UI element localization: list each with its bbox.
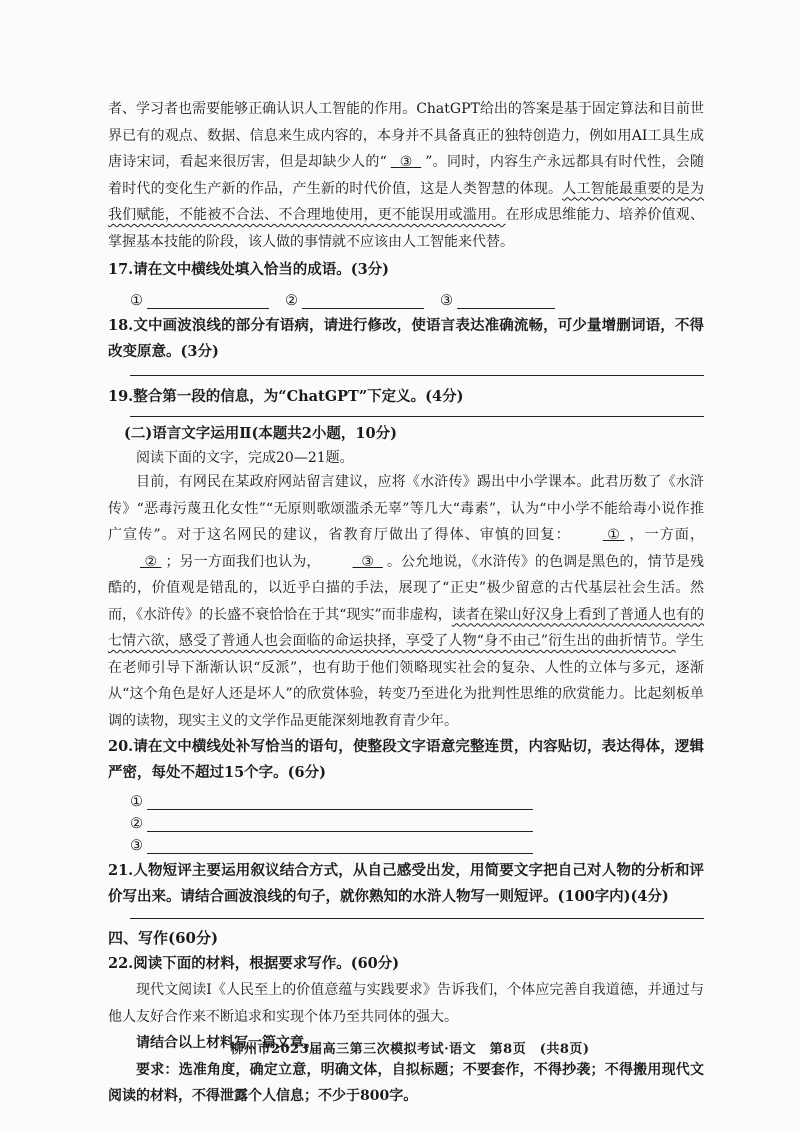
page-footer: 柳州市2023届高三第三次模拟考试·语文 第8页 (共8页) (230, 1042, 590, 1057)
wavy-sentence-1: 人工智能最重要的是为我们赋能，不能被不合法、不合理地使用，更不能误用或滥用。 (108, 180, 705, 223)
writing-requirements: 要求：选准角度，确定立意，明确文体，自拟标题；不要套作，不得抄袭；不得搬用现代文阅读的材料，不得泄露个人信息；不少于800字。 (108, 1061, 704, 1104)
section-2-heading: (二)语言文字运用Ⅱ(本题共2小题，10分) (124, 425, 397, 442)
question-17: 17.请在文中横线处填入恰当的成语。(3分) (108, 261, 390, 278)
question-21: 21.人物短评主要运用叙议结合方式，从自己感受出发，用简要文字把自己对人物的分析和评价写出来。请结合画波浪线的句子，就你熟知的水浒人物写一则短评。(100字内)(4分) (108, 862, 704, 905)
section-4-heading: 四、写作(60分) (108, 929, 219, 947)
q17-blank-2[interactable]: ② (285, 292, 424, 309)
passage-1-text-b: ”。同时，内容生产永远都具有时代性，会随着时代的变化生产新的作品，产生新的时代价值，这是人类智慧的体现。 (108, 154, 705, 197)
q17-answer-row (130, 285, 704, 309)
q18-answer-line[interactable] (130, 375, 704, 376)
question-20: 20.请在文中横线处补写恰当的语句，使整段文字语意完整连贯，内容贴切，表达得体，逻辑严密，每处不超过15个字。(6分) (108, 738, 704, 781)
passage-2-blank-3: ③ (361, 553, 374, 570)
passage-1-text-a: 者、学习者也需要能够正确认识人工智能的作用。ChatGPT给出的答案是基于固定算法和目前世界已有的观点、数据、信息来生成内容的，本身并不具备真正的独特创造力，例如用AI工具生成唐诗宋词，看起来很厉害，但是却缺少人的“ (108, 101, 704, 170)
passage-2-blank-2: ② (144, 553, 158, 570)
q21-answer-line[interactable] (130, 918, 704, 919)
question-19: 19.整合第一段的信息，为“ChatGPT”下定义。(4分) (108, 388, 464, 405)
q17-blank-1[interactable]: ① (130, 292, 269, 309)
writing-instruction: 请结合以上材料写一篇文章。 (136, 1035, 318, 1051)
blank-3: ③ (399, 154, 413, 170)
passage-1-text-c: 在形成思维能力、培养价值观、掌握基本技能的阶段，该人做的事情就不应该由人工智能来代替。 (108, 207, 705, 250)
passage-2-blank-1: ① (607, 527, 620, 543)
question-18: 18.文中画波浪线的部分有语病，请进行修改，使语言表达准确流畅，可少量增删词语，不得改变原意。(3分) (108, 317, 704, 360)
passage-2: 目前，有网民在某政府网站留言建议，应将《水浒传》踢出中小学课本。此君历数了《水浒传》“恶毒污蔑丑化女性”“无原则歌颂滥杀无辜”等几大“毒素”，认为“中小学不能给毒小说作推广宣传”。对于这名网民的建议，省教育厅做出了得体、审慎的回复： ① ，一方面， ② ；另一方面我们也认为， ③ 。公允地说，《水浒传》的色调是黑色的，情节是残酷的，价值观是错乱的，以近乎白描的手法，展现了“正史”极少留意的古代基层社会生活。然而，《水浒传》的长盛不衰恰恰在于其“现实”而非虚构，读者在梁山好汉身上看到了普通人也有的七情六欲，感受了普通人也会面临的命运抉择，享受了人物“身不由己”衍生出的曲折情节。学生在老师引导下渐渐认识“反派”，也有助于他们领略现实社会的复杂、人性的立体与多元，逐渐从“这个角色是好人还是坏人”的欣赏体验，转变乃至进化为批判性思维的欣赏能力。比起刻板单调的读物，现实主义的文学作品更能深刻地教育青少年。 (108, 474, 705, 729)
q17-blank-3[interactable]: ③ (440, 292, 555, 309)
q20-line-2[interactable]: ② (130, 810, 704, 832)
question-22: 22.阅读下面的材料，根据要求写作。(60分) (108, 955, 400, 972)
q20-answer-lines (108, 788, 704, 854)
q20-line-1[interactable]: ① (130, 788, 704, 810)
q20-line-3[interactable]: ③ (130, 832, 704, 854)
writing-material: 现代文阅读Ⅰ《人民至上的价值意蕴与实践要求》告诉我们，个体应完善自我道德，并通过与他人友好合作来不断追求和实现个体乃至共同体的强大。 (108, 982, 704, 1025)
section-2-intro: 阅读下面的文字，完成20—21题。 (136, 450, 354, 466)
q19-answer-line[interactable] (130, 416, 704, 417)
passage-1 (108, 96, 704, 255)
wavy-sentence-2: 读者在梁山好汉身上看到了普通人也有的七情六欲，感受了普通人也会面临的命运抉择，享受了人物“身不由己”衍生出的曲折情节。 (108, 606, 704, 649)
